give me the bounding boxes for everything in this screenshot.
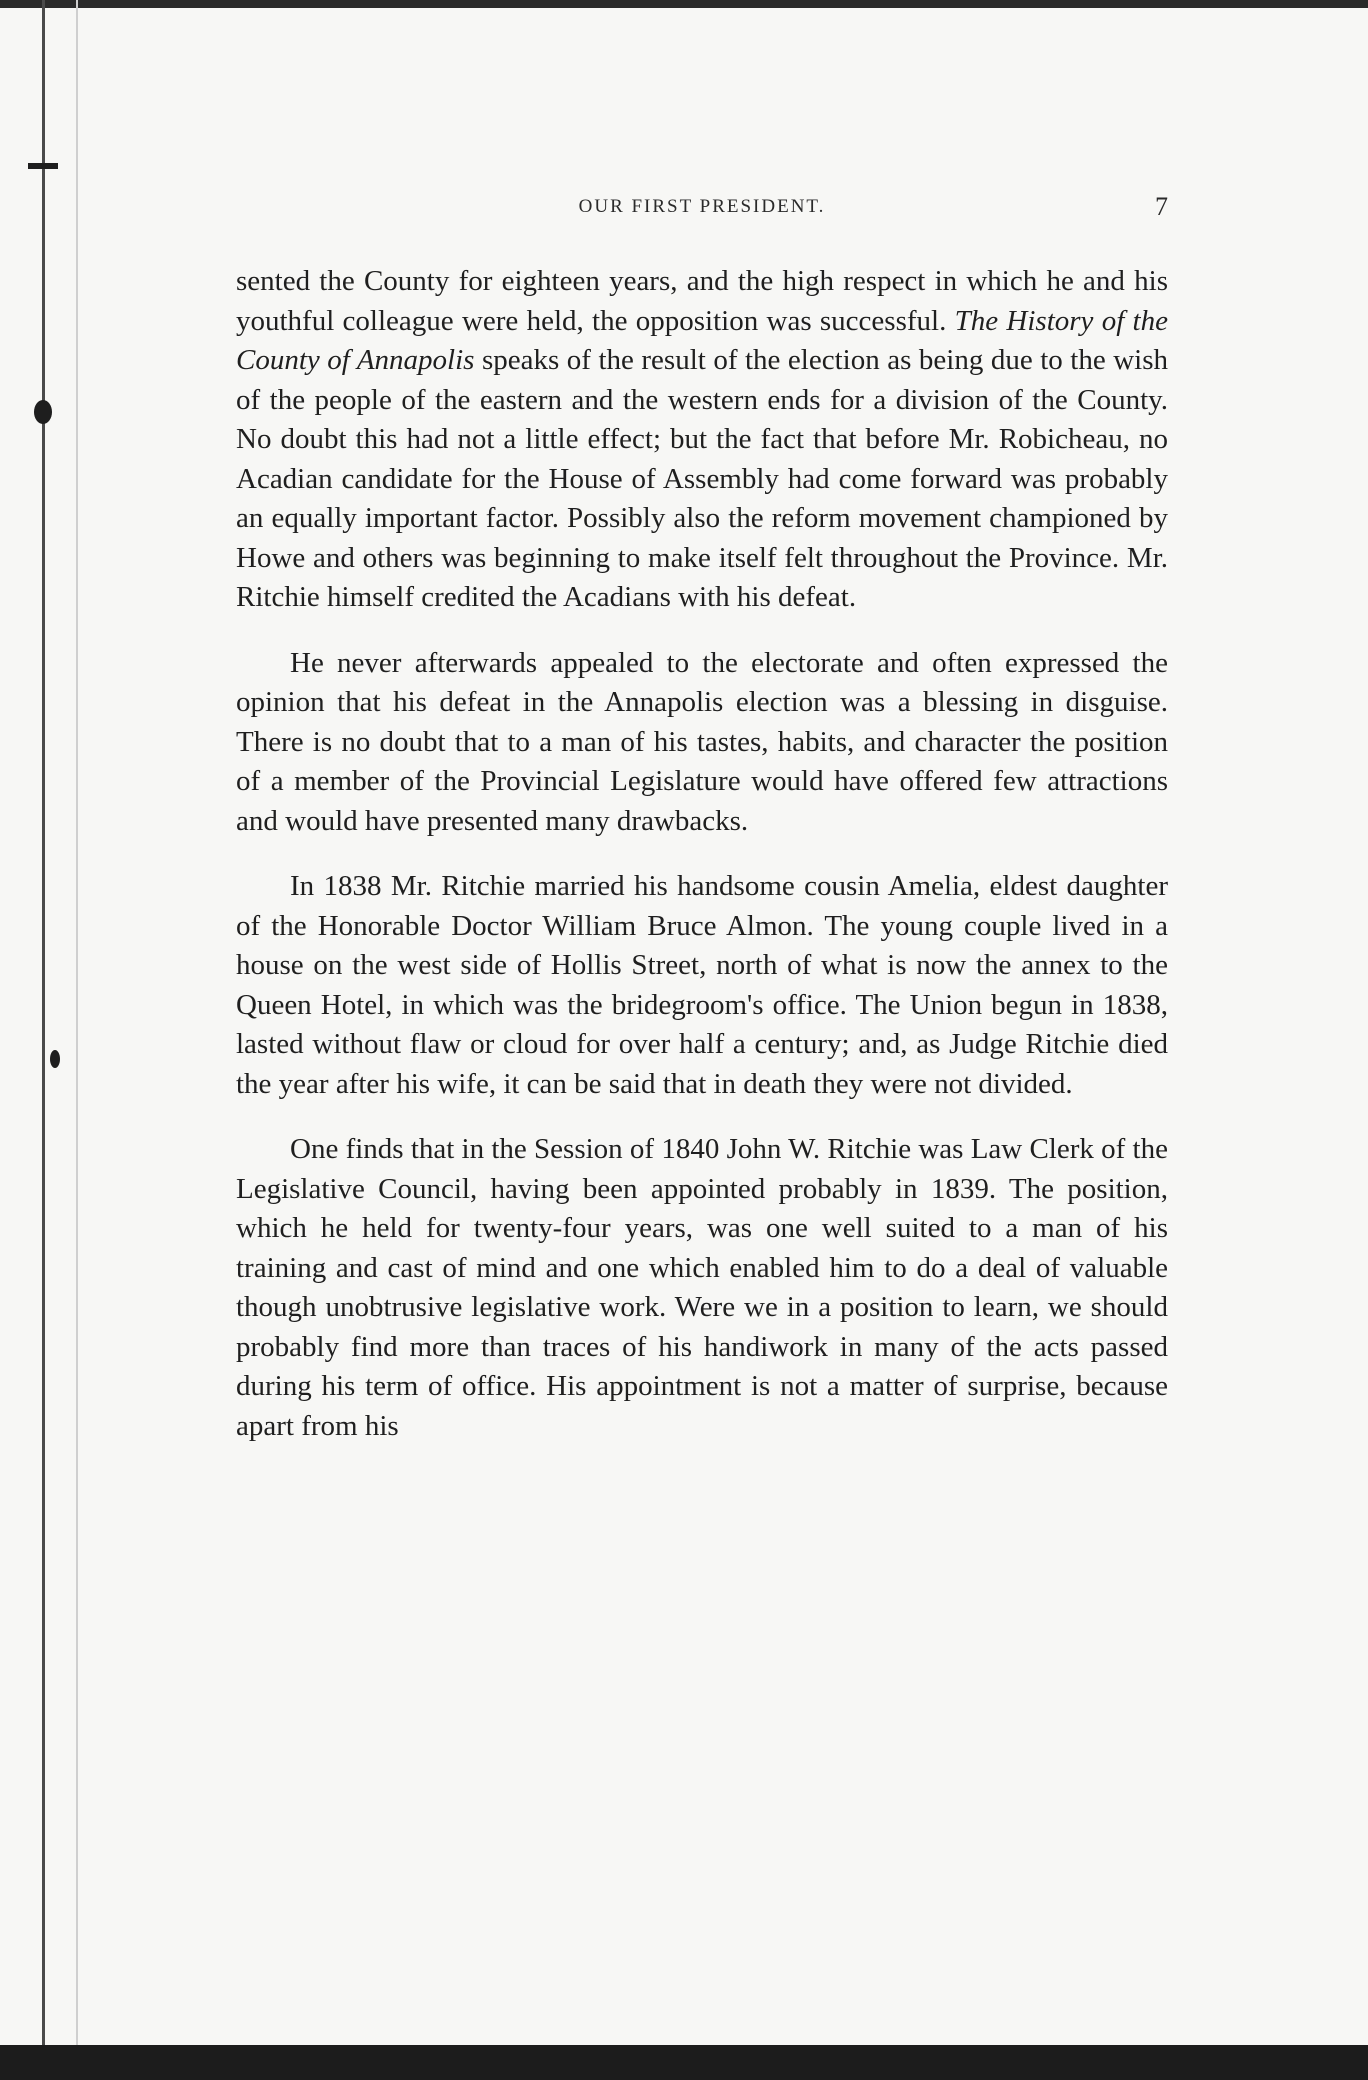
left-binding-rule xyxy=(42,0,45,2045)
page-number: 7 xyxy=(1155,192,1168,221)
paragraph-2: He never afterwards appealed to the electorate and often expressed the opinion that his defeat in the Annapolis election was a blessing in disguise. There is no doubt that to a man of his tastes, habits, and character the position of a member of the Provincial Legislature would have offered few attractions and would have presented many drawbacks. xyxy=(236,646,1168,837)
margin-mark xyxy=(28,163,58,169)
left-margin-line xyxy=(76,0,78,2045)
paragraph-4: One finds that in the Session of 1840 John W. Ritchie was Law Clerk of the Legislative Council, having been appointed probably in 1839. The position, which he held for twenty-four years, was one well suited to a man of his training and cast of mind and one which enabled him to do a deal of valuable though unobtrusive legislative work. Were we in a position to learn, we should probably find more than traces of his handiwork in many of the acts passed during his term of office. His appointment is not a matter of surprise, because apart from his xyxy=(236,1133,1168,1442)
paragraph-1 xyxy=(236,262,1168,618)
paragraph-3: In 1838 Mr. Ritchie married his handsome cousin Amelia, eldest daughter of the Honorable Doctor William Bruce Almon. The young couple lived in a house on the west side of Hollis Street, north of what is now the annex to the Queen Hotel, in which was the bridegroom's office. The Union begun in 1838, lasted without flaw or cloud for over half a century; and, as Judge Ritchie died the year after his wife, it can be said that in death they were not divided. xyxy=(236,870,1168,1100)
margin-mark xyxy=(34,400,52,424)
top-scan-edge xyxy=(0,0,1368,8)
paragraph-1-text-start: sented the County for eighteen years, and the high respect in which he and his youthful colleague were held, the opposition was successful. xyxy=(236,265,1168,337)
bottom-scan-edge xyxy=(0,2045,1368,2080)
body-text xyxy=(236,262,1168,1472)
margin-mark xyxy=(50,1050,60,1068)
running-head-title: OUR FIRST PRESIDENT. xyxy=(578,196,826,217)
paragraph-1-text-end: speaks of the result of the election as being due to the wish of the people of the eastern and the western ends for a division of the County. No doubt this had not a little effect; but the fact that before Mr. Robicheau, no Acadian candidate for the House of Assembly had come forward was probably an equally important factor. Possibly also the reform movement championed by Howe and others was beginning to make itself felt throughout the Province. Mr. Ritchie himself credited the Acadians with his defeat. xyxy=(236,344,1169,613)
running-head xyxy=(236,192,1168,236)
book-title-italic: The History of the County of Annapolis xyxy=(236,304,1168,376)
